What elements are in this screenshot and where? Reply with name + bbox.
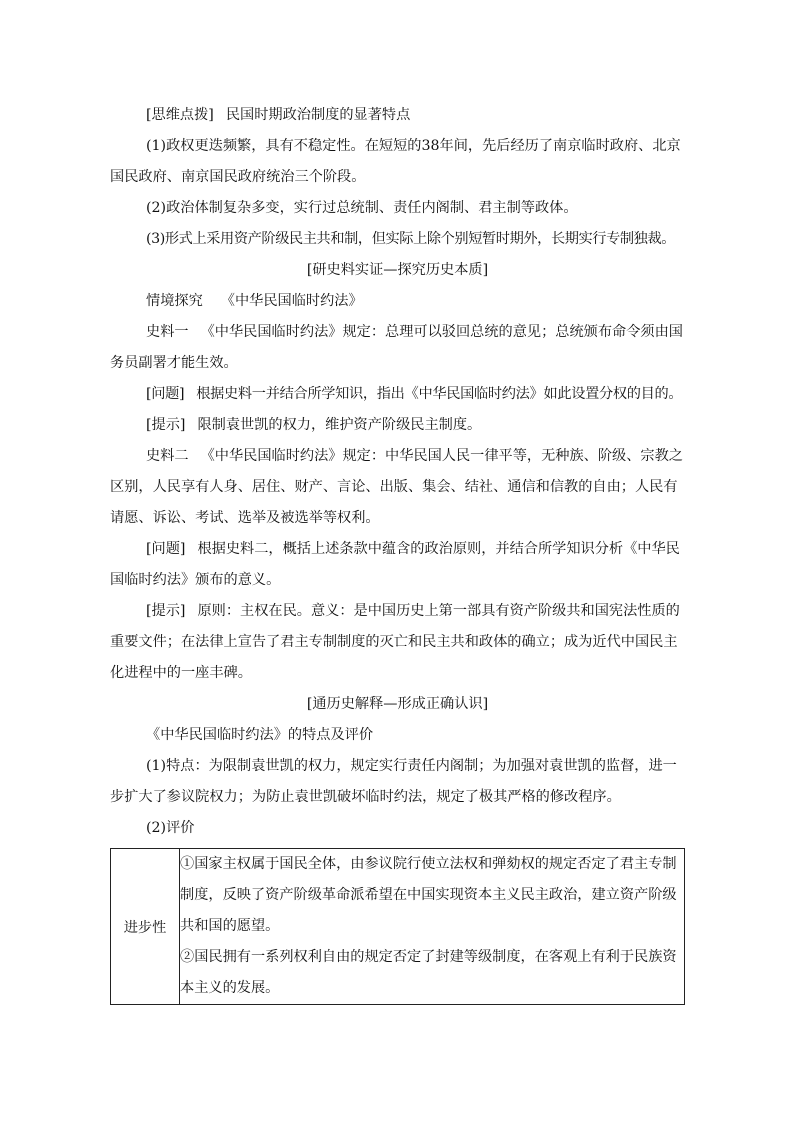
progressive-item-2: ②国民拥有一系列权利自由的规定否定了封建等级制度，在客观上有利于民族资本主义的发展。: [180, 949, 677, 996]
hint-1-label: [提示]: [146, 417, 186, 433]
section-heading-evidence: [研史料实证—探究历史本质]: [306, 262, 489, 278]
hint-1: [110, 410, 685, 441]
document-page: [110, 100, 685, 1005]
scenario-label: 情境探究: [146, 293, 203, 309]
source-2: [110, 441, 685, 534]
source-1: [110, 317, 685, 379]
source-1-text: 《中华民国临时约法》规定：总理可以驳回总统的意见；总统颁布命令须由国务员副署才能生效。: [110, 324, 683, 371]
constitution-features: (1)特点：为限制袁世凯的权力，规定实行责任内阁制；为加强对袁世凯的监督，进一步扩大了参议院权力；为防止袁世凯破坏临时约法，规定了极其严格的修改程序。: [110, 758, 677, 805]
source-1-label: 史料一: [146, 324, 189, 340]
source-2-text: 《中华民国临时约法》规定：中华民国人民一律平等，无种族、阶级、宗教之区别，人民享有人身、居住、财产、言论、出版、集会、结社、通信和信教的自由；人民有请愿、诉讼、考试、选举及被选举等权利。: [110, 448, 683, 526]
thinking-heading: [110, 100, 685, 131]
table-row: [111, 849, 685, 1005]
thinking-point-1: (1)政权更迭频繁，具有不稳定性。在短短的38年间，先后经历了南京临时政府、北京国民政府、南京国民政府统治三个阶段。: [110, 138, 681, 185]
evaluation-label: (2)评价: [146, 820, 195, 836]
hint-2-label: [提示]: [146, 603, 186, 619]
thinking-point-2: (2)政治体制复杂多变，实行过总统制、责任内阁制、君主制等政体。: [146, 200, 578, 216]
thinking-title: 民国时期政治制度的显著特点: [225, 107, 411, 123]
progressive-item-1: ①国家主权属于国民全体，由参议院行使立法权和弹劾权的规定否定了君主专制制度，反映了资产阶级革命派希望在中国实现资本主义民主政治，建立资产阶级共和国的愿望。: [180, 856, 677, 934]
question-1-text: 根据史料一并结合所学知识，指出《中华民国临时约法》如此设置分权的目的。: [196, 386, 683, 402]
thinking-label: [思维点拨]: [146, 107, 214, 123]
section-heading-interpretation: [通历史解释—形成正确认识]: [306, 696, 489, 712]
hint-1-text: 限制袁世凯的权力，维护资产阶级民主制度。: [197, 417, 482, 433]
source-2-label: 史料二: [146, 448, 189, 464]
progressive-content: [180, 849, 685, 1005]
hint-2: [110, 596, 685, 689]
row-header-progressive: 进步性: [111, 849, 180, 1005]
question-2-label: [问题]: [146, 541, 186, 557]
question-2: [110, 534, 685, 596]
hint-2-text: 原则：主权在民。意义：是中国历史上第一部具有资产阶级共和国宪法性质的重要文件；在法律上宣告了君主专制制度的灭亡和民主共和政体的确立；成为近代中国民主化进程中的一座丰碑。: [110, 603, 680, 681]
scenario-line: [110, 286, 685, 317]
question-1: [110, 379, 685, 410]
evaluation-table: [110, 848, 685, 1005]
question-1-label: [问题]: [146, 386, 185, 402]
scenario-title: 《中华民国临时约法》: [220, 293, 363, 309]
constitution-subtitle: 《中华民国临时约法》的特点及评价: [146, 727, 374, 743]
question-2-text: 根据史料二，概括上述条款中蕴含的政治原则，并结合所学知识分析《中华民国临时约法》颁布的意义。: [110, 541, 680, 588]
thinking-point-3: (3)形式上采用资产阶级民主共和制，但实际上除个别短暂时期外，长期实行专制独裁。: [146, 231, 676, 247]
